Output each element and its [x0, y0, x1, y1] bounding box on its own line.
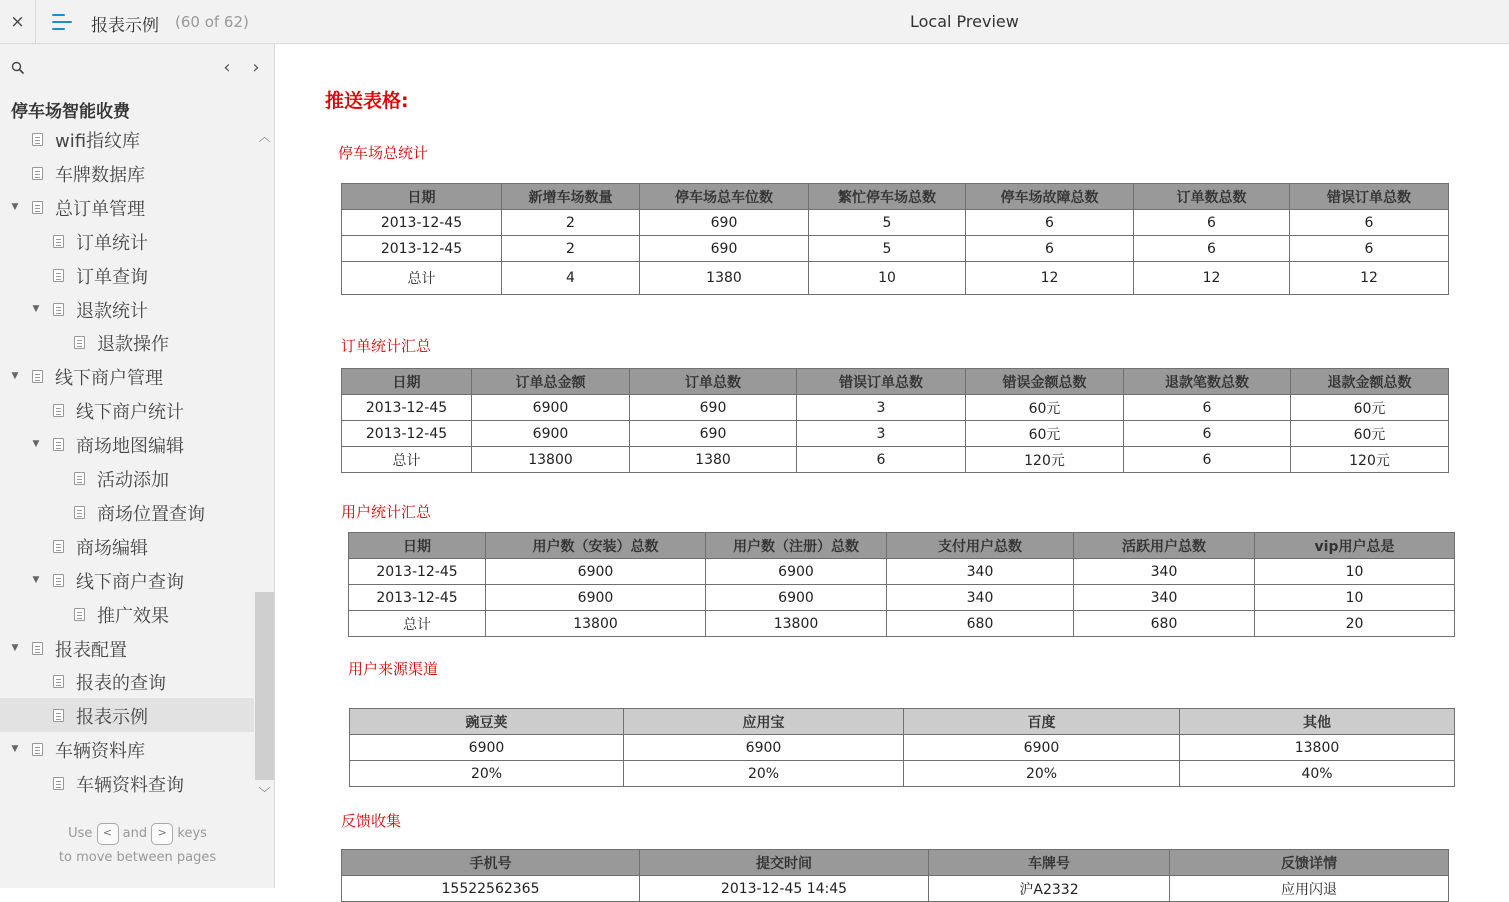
column-header: 车牌号	[929, 850, 1170, 876]
preview-title: Local Preview	[910, 12, 1019, 31]
table-cell: 60元	[1291, 421, 1449, 447]
page-icon	[74, 608, 85, 621]
table-row	[349, 559, 1455, 585]
table-cell: 2013-12-45	[349, 585, 486, 611]
table-row	[342, 395, 1449, 421]
table-cell: 6	[1124, 447, 1291, 473]
sidebar-item-label: 总订单管理	[55, 198, 145, 220]
page-icon	[32, 743, 43, 756]
table-row	[342, 262, 1449, 295]
table-header-row	[350, 709, 1455, 735]
table-cell: 6	[966, 210, 1134, 236]
page-icon	[53, 675, 64, 688]
sidebar-item-label: 线下商户统计	[76, 402, 184, 424]
sidebar-item[interactable]	[0, 359, 254, 393]
page-icon	[53, 540, 64, 553]
table-cell: 2013-12-45	[342, 421, 472, 447]
sidebar-item-label: 商场编辑	[76, 537, 148, 559]
scroll-up-icon[interactable]: ︿	[258, 129, 271, 144]
order-summary-table	[341, 368, 1449, 473]
sidebar-item[interactable]	[0, 393, 254, 427]
table-cell: 应用闪退	[1170, 876, 1449, 902]
sidebar-item-label: 车牌数据库	[55, 164, 145, 186]
table-cell: 10	[1255, 585, 1455, 611]
parking-summary-table	[341, 183, 1449, 295]
table-header-row	[342, 369, 1449, 395]
page-icon	[53, 777, 64, 790]
table-cell: 1380	[630, 447, 797, 473]
page-icon	[74, 506, 85, 519]
column-header: 停车场总车位数	[640, 184, 809, 210]
column-header: 退款金额总数	[1291, 369, 1449, 395]
column-header: 活跃用户总数	[1074, 533, 1255, 559]
column-header: 豌豆荚	[350, 709, 624, 735]
column-header: 其他	[1180, 709, 1455, 735]
column-header: 日期	[349, 533, 486, 559]
table-cell: 6900	[486, 559, 706, 585]
chevron-right-icon: ›	[252, 56, 260, 78]
page-icon	[32, 370, 43, 383]
table-cell: 6900	[472, 395, 630, 421]
page-icon	[53, 269, 64, 282]
table-cell: 1380	[640, 262, 809, 295]
section-title: 用户统计汇总	[341, 503, 432, 521]
page-icon	[32, 201, 43, 214]
table-header-row	[349, 533, 1455, 559]
sidebar-item-label: 活动添加	[97, 470, 169, 491]
sidebar-item[interactable]	[0, 732, 254, 766]
table-header-row	[342, 184, 1449, 210]
column-header: 提交时间	[640, 850, 929, 876]
sidebar-item[interactable]	[0, 461, 254, 495]
sidebar-item[interactable]	[0, 190, 254, 224]
table-cell: 3	[797, 421, 966, 447]
table-cell: 2013-12-45	[342, 210, 502, 236]
sidebar-item[interactable]	[0, 156, 254, 190]
expand-arrow-icon[interactable]: ▼	[32, 574, 40, 585]
sidebar-item[interactable]	[0, 325, 254, 359]
sidebar	[0, 44, 275, 888]
table-cell: 680	[887, 611, 1074, 637]
table-cell: 340	[887, 585, 1074, 611]
table-cell: 2013-12-45	[342, 395, 472, 421]
sidebar-item-label: 报表配置	[55, 639, 127, 661]
expand-arrow-icon[interactable]: ▼	[11, 201, 19, 212]
preview-content	[276, 44, 1509, 898]
sidebar-item[interactable]	[0, 631, 254, 665]
sidebar-item[interactable]	[0, 664, 254, 698]
table-cell: 6	[1290, 210, 1449, 236]
column-header: 退款笔数总数	[1124, 369, 1291, 395]
expand-arrow-icon[interactable]: ▼	[11, 744, 19, 755]
sidebar-item[interactable]	[0, 529, 254, 563]
sidebar-item-label: 商场地图编辑	[76, 436, 184, 458]
sidebar-item[interactable]	[0, 597, 254, 631]
table-header-row	[342, 850, 1449, 876]
table-cell: 6	[1290, 236, 1449, 262]
table-row	[349, 585, 1455, 611]
search-icon[interactable]	[11, 61, 25, 75]
table-row	[350, 735, 1455, 761]
scrollbar-thumb[interactable]	[255, 592, 274, 780]
page-count: (60 of 62)	[175, 13, 249, 31]
right-key-icon: >	[151, 823, 173, 845]
table-cell: 6	[1134, 210, 1290, 236]
table-cell: 340	[887, 559, 1074, 585]
table-row	[342, 210, 1449, 236]
close-icon: ×	[10, 12, 25, 32]
table-cell: 总计	[349, 611, 486, 637]
sidebar-item[interactable]	[0, 495, 254, 529]
column-header: 用户数（安装）总数	[486, 533, 706, 559]
table-cell: 2013-12-45	[342, 236, 502, 262]
table-cell: 6900	[706, 585, 887, 611]
page-icon	[32, 642, 43, 655]
table-cell: 3	[797, 395, 966, 421]
table-cell: 2	[502, 236, 640, 262]
sidebar-item-label: 订单查询	[76, 266, 148, 288]
table-row	[349, 611, 1455, 637]
column-header: 停车场故障总数	[966, 184, 1134, 210]
table-cell: 6900	[486, 585, 706, 611]
expand-arrow-icon[interactable]: ▼	[11, 371, 19, 382]
table-cell: 340	[1074, 559, 1255, 585]
sidebar-item-label: 线下商户查询	[76, 571, 184, 593]
table-cell: 6	[966, 236, 1134, 262]
table-row	[342, 236, 1449, 262]
table-cell: 12	[966, 262, 1134, 295]
table-cell: 60元	[966, 421, 1124, 447]
user-source-table	[349, 708, 1455, 787]
chevron-left-icon: ‹	[223, 56, 231, 78]
sidebar-item-label: 报表示例	[76, 707, 148, 729]
sidebar-item[interactable]	[0, 698, 254, 732]
table-row	[350, 761, 1455, 787]
table-cell: 总计	[342, 262, 502, 295]
page-icon	[53, 303, 64, 316]
page-icon	[53, 709, 64, 722]
sidebar-item[interactable]	[0, 224, 254, 258]
table-cell: 60元	[966, 395, 1124, 421]
section-title: 用户来源渠道	[348, 660, 439, 678]
sidebar-scrollbar[interactable]	[255, 124, 274, 800]
table-cell: 6900	[350, 735, 624, 761]
page-icon	[32, 167, 43, 180]
sidebar-item[interactable]	[0, 122, 254, 156]
column-header: 订单总数	[630, 369, 797, 395]
table-cell: 12	[1290, 262, 1449, 295]
table-cell: 10	[809, 262, 966, 295]
page-icon	[74, 472, 85, 485]
column-header: vip用户总是	[1255, 533, 1455, 559]
table-cell: 120元	[1291, 447, 1449, 473]
table-cell: 5	[809, 236, 966, 262]
sidebar-item[interactable]	[0, 427, 254, 461]
menu-icon[interactable]	[52, 12, 74, 32]
expand-arrow-icon[interactable]: ▼	[32, 439, 40, 450]
table-cell: 690	[630, 395, 797, 421]
column-header: 反馈详情	[1170, 850, 1449, 876]
section-title: 停车场总统计	[338, 144, 429, 162]
table-cell: 6	[1124, 395, 1291, 421]
main-title: 推送表格:	[325, 90, 409, 112]
page-icon	[53, 574, 64, 587]
table-cell: 690	[640, 210, 809, 236]
sidebar-item-label: 商场位置查询	[97, 503, 205, 525]
keyboard-hint: Use < and > keys to move between pages	[0, 822, 275, 870]
column-header: 错误订单总数	[797, 369, 966, 395]
sidebar-item-label: wifi指纹库	[55, 131, 141, 152]
sidebar-item[interactable]	[0, 563, 254, 597]
table-cell: 4	[502, 262, 640, 295]
page-title: 报表示例	[91, 16, 159, 36]
table-cell: 6	[1124, 421, 1291, 447]
table-cell: 20	[1255, 611, 1455, 637]
sidebar-item-label: 订单统计	[76, 232, 148, 254]
table-cell: 6	[797, 447, 966, 473]
next-page-button[interactable]	[246, 56, 266, 78]
table-cell: 20%	[904, 761, 1180, 787]
table-row	[342, 421, 1449, 447]
column-header: 错误金额总数	[966, 369, 1124, 395]
table-cell: 690	[630, 421, 797, 447]
column-header: 手机号	[342, 850, 640, 876]
table-cell: 5	[809, 210, 966, 236]
table-cell: 6	[1134, 236, 1290, 262]
table-cell: 6900	[472, 421, 630, 447]
table-cell: 2013-12-45 14:45	[640, 876, 929, 902]
table-cell: 13800	[472, 447, 630, 473]
table-row	[342, 447, 1449, 473]
scroll-down-icon[interactable]: ﹀	[258, 785, 271, 800]
sidebar-item-label: 车辆资料查询	[76, 775, 184, 797]
feedback-table	[341, 849, 1449, 902]
table-cell: 2013-12-45	[349, 559, 486, 585]
page-icon	[74, 336, 85, 349]
table-cell: 20%	[350, 761, 624, 787]
table-cell: 15522562365	[342, 876, 640, 902]
sidebar-item[interactable]	[0, 258, 254, 292]
sidebar-item-label: 退款统计	[76, 300, 148, 322]
sidebar-item[interactable]	[0, 766, 254, 800]
project-title: 停车场智能收费	[11, 102, 130, 122]
table-cell: 120元	[966, 447, 1124, 473]
sidebar-item-label: 退款操作	[97, 334, 169, 356]
table-cell: 6900	[624, 735, 904, 761]
prev-page-button[interactable]	[217, 56, 237, 78]
sidebar-item-label: 车辆资料库	[55, 741, 145, 763]
column-header: 支付用户总数	[887, 533, 1074, 559]
top-bar	[0, 0, 1509, 44]
column-header: 百度	[904, 709, 1180, 735]
page-icon	[53, 438, 64, 451]
table-cell: 6900	[706, 559, 887, 585]
table-cell: 690	[640, 236, 809, 262]
table-cell: 60元	[1291, 395, 1449, 421]
close-button[interactable]	[0, 0, 36, 44]
table-cell: 340	[1074, 585, 1255, 611]
table-cell: 13800	[486, 611, 706, 637]
sidebar-item[interactable]	[0, 292, 254, 326]
table-cell: 沪A2332	[929, 876, 1170, 902]
column-header: 订单数总数	[1134, 184, 1290, 210]
table-cell: 总计	[342, 447, 472, 473]
left-key-icon: <	[97, 823, 119, 845]
page-tree	[0, 124, 254, 797]
table-cell: 6900	[904, 735, 1180, 761]
column-header: 新增车场数量	[502, 184, 640, 210]
page-icon	[53, 404, 64, 417]
table-cell: 12	[1134, 262, 1290, 295]
section-title: 订单统计汇总	[341, 337, 432, 355]
sidebar-item-label: 报表的查询	[76, 673, 166, 695]
expand-arrow-icon[interactable]: ▼	[32, 303, 40, 314]
table-cell: 20%	[624, 761, 904, 787]
expand-arrow-icon[interactable]: ▼	[11, 642, 19, 653]
table-cell: 10	[1255, 559, 1455, 585]
table-row	[342, 876, 1449, 902]
column-header: 繁忙停车场总数	[809, 184, 966, 210]
table-cell: 13800	[706, 611, 887, 637]
table-cell: 2	[502, 210, 640, 236]
column-header: 订单总金额	[472, 369, 630, 395]
column-header: 日期	[342, 369, 472, 395]
sidebar-item-label: 线下商户管理	[55, 368, 163, 390]
column-header: 错误订单总数	[1290, 184, 1449, 210]
column-header: 应用宝	[624, 709, 904, 735]
column-header: 用户数（注册）总数	[706, 533, 887, 559]
user-summary-table	[348, 532, 1455, 637]
page-icon	[53, 235, 64, 248]
sidebar-item-label: 推广效果	[97, 605, 169, 627]
table-cell: 13800	[1180, 735, 1455, 761]
column-header: 日期	[342, 184, 502, 210]
table-cell: 40%	[1180, 761, 1455, 787]
page-icon	[32, 133, 43, 146]
table-cell: 680	[1074, 611, 1255, 637]
section-title: 反馈收集	[341, 812, 402, 830]
